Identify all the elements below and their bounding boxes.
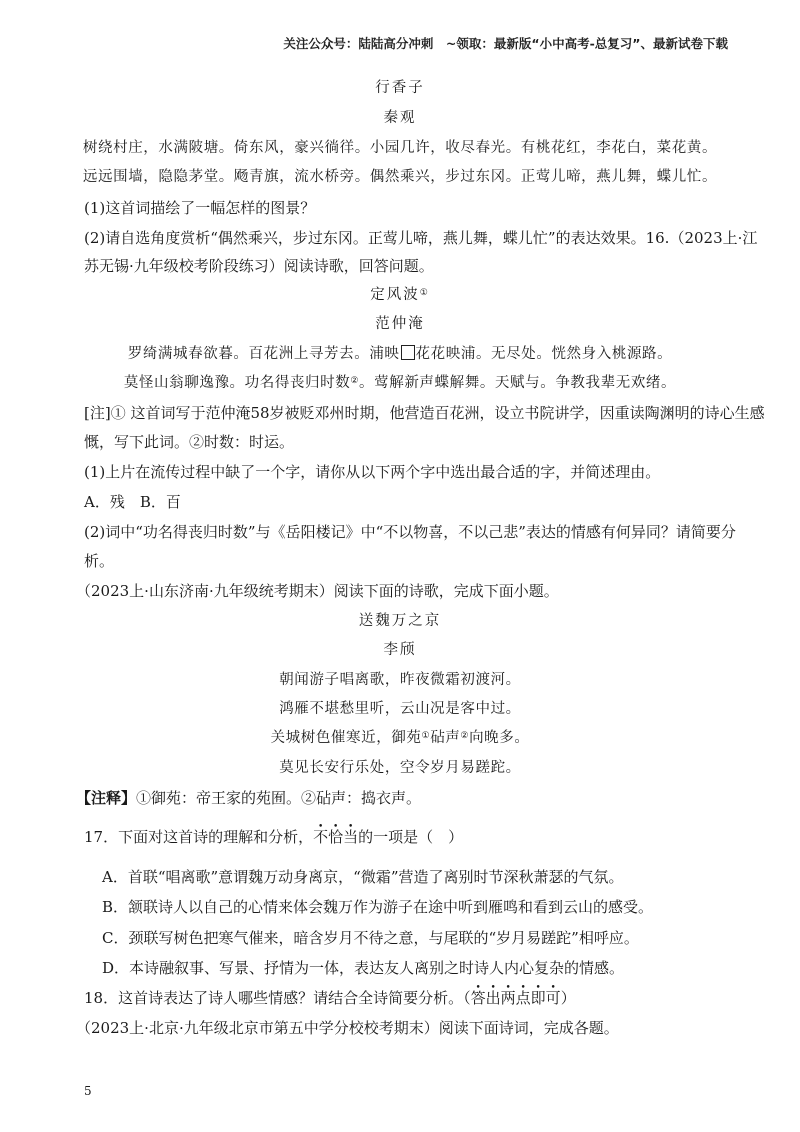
poem-line: 关城树色催寒近，御苑①砧声②向晚多。 xyxy=(270,730,530,746)
annotation: 【注释】①御苑：帝王家的苑囿。②砧声：捣衣声。 xyxy=(76,789,422,807)
note-text: 慨，写下此词。②时数：时运。 xyxy=(84,433,295,451)
answer-options: A．残 B．百 xyxy=(84,493,181,511)
emphasis-char: 两 xyxy=(500,989,516,1007)
question-text: (2)请自选角度赏析“偶然乘兴，步过东冈。正莺儿啼，燕儿舞，蝶儿忙”的表达效果。16.（2023上·江 xyxy=(84,229,758,247)
question-text: (1)这首词描绘了一幅怎样的图景？ xyxy=(84,199,316,217)
poem-title: 送魏万之京 xyxy=(358,613,442,629)
emphasis-char: 即 xyxy=(530,989,546,1007)
emphasis-char: 可 xyxy=(545,989,561,1007)
question-text: (2)词中“功名得丧归时数”与《岳阳楼记》中“不以物喜，不以己悲”表达的情感有何异同？请简要分 xyxy=(84,523,736,541)
question-18: 18．这首诗表达了诗人哪些情感？请结合全诗简要分析。（答出两点即可） xyxy=(84,989,576,1007)
poem-line: 远远围墙，隐隐茅堂。飏青旗，流水桥旁。偶然乘兴，步过东冈。正莺儿啼，燕儿舞，蝶儿忙。 xyxy=(82,169,718,185)
emphasis-char: 当 xyxy=(343,828,359,846)
emphasis-char: 答 xyxy=(470,989,486,1007)
question-17: 17．下面对这首诗的理解和分析，不恰当的一项是（ ） xyxy=(84,828,464,846)
emphasis-text xyxy=(313,828,358,846)
note-text: [注]① 这首词写于范仲淹58岁被贬邓州时期，他营造百花洲，设立书院讲学，因重读陶渊明的诗心生感 xyxy=(84,404,765,422)
poem-title: 定风波① xyxy=(370,287,430,303)
emphasis-char: 点 xyxy=(515,989,531,1007)
poem-line: 莫见长安行乐处，空令岁月易蹉跎。 xyxy=(279,760,521,776)
poem-line: 罗绮满城春欲暮。百花洲上寻芳去。浦映 花花映浦。无尽处。恍然身入桃源路。 xyxy=(127,346,673,362)
source-text: （2023上·北京·九年级北京市第五中学分校校考期末）阅读下面诗词，完成各题。 xyxy=(76,1019,619,1037)
question-text: (1)上片在流传过程中缺了一个字，请你从以下两个字中选出最合适的字，并简述理由。 xyxy=(84,463,661,481)
missing-character-box xyxy=(401,345,415,360)
poem-author: 秦观 xyxy=(383,110,417,126)
emphasis-text xyxy=(471,989,561,1007)
choice-c: C．颈联写树色把寒气催来，暗含岁月不待之意，与尾联的“岁月易蹉跎”相呼应。 xyxy=(102,929,639,947)
emphasis-char: 不 xyxy=(313,828,329,846)
question-text: 苏无锡·九年级校考阶段练习）阅读诗歌，回答问题。 xyxy=(84,257,434,275)
poem-title: 行香子 xyxy=(375,80,425,96)
poem-line: 树绕村庄，水满陂塘。倚东风，豪兴徜徉。小园几许，收尽春光。有桃花红，李花白，菜花黄。 xyxy=(82,140,718,156)
poem-author: 范仲淹 xyxy=(375,316,425,332)
choice-a: A．首联“唱离歌”意谓魏万动身离京，“微霜”营造了离别时节深秋萧瑟的气氛。 xyxy=(102,868,624,886)
emphasis-char: 出 xyxy=(485,989,501,1007)
page-header: 关注公众号：陆陆高分冲刺 ~领取：最新版“小中高考-总复习”、最新试卷下载 xyxy=(283,36,728,51)
source-text: （2023上·山东济南·九年级统考期末）阅读下面的诗歌，完成下面小题。 xyxy=(76,582,559,600)
emphasis-char: 恰 xyxy=(328,828,344,846)
poem-line: 莫怪山翁聊逸豫。功名得丧归时数②。莺解新声蝶解舞。天赋与。争教我辈无欢绪。 xyxy=(123,375,677,391)
choice-d: D．本诗融叙事、写景、抒情为一体，表达友人离别之时诗人内心复杂的情感。 xyxy=(102,959,625,977)
poem-author: 李颀 xyxy=(383,642,417,658)
page-number: 5 xyxy=(84,1084,92,1098)
poem-line: 朝闻游子唱离歌，昨夜微霜初渡河。 xyxy=(279,672,521,688)
poem-line: 鸿雁不堪愁里听，云山况是客中过。 xyxy=(279,701,521,717)
question-text: 析。 xyxy=(84,552,115,570)
choice-b: B．颔联诗人以自己的心情来体会魏万作为游子在途中听到雁鸣和看到云山的感受。 xyxy=(102,898,654,916)
